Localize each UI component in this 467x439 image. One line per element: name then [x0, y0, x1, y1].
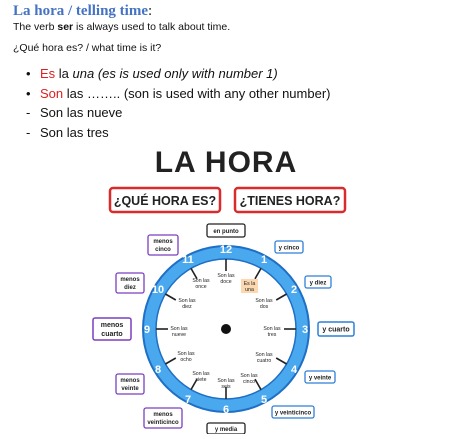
list-plain: las …….. (son is used with any other number) — [63, 85, 331, 101]
box-y-media — [207, 423, 245, 434]
hour-number: 3 — [301, 324, 309, 336]
box-menos-diez — [116, 273, 144, 293]
clock-face — [143, 244, 309, 416]
hour-number: 2 — [290, 284, 298, 296]
box-text: menos — [120, 277, 140, 283]
label-line: cuatro — [256, 358, 272, 364]
label-line: doce — [220, 279, 232, 285]
hour-number: 7 — [184, 394, 192, 406]
hour-number: 11 — [182, 254, 194, 266]
hour-number: 12 — [219, 244, 233, 256]
box-y-cinco — [275, 241, 303, 253]
label-line: Son las — [217, 378, 235, 384]
label-line: seis — [221, 384, 231, 390]
label-line: ocho — [180, 357, 192, 363]
label-line: Son las — [263, 326, 281, 332]
label-line: dos — [259, 304, 269, 310]
box-menos-veinticinco — [144, 408, 182, 428]
box-text: y cinco — [278, 245, 300, 252]
box-text: menos — [153, 412, 173, 418]
label-una — [241, 279, 258, 293]
box-en-punto — [207, 224, 245, 237]
dash-marker: - — [26, 105, 31, 120]
hour-number: 10 — [151, 284, 165, 296]
banner-text: ¿TIENES HORA? — [239, 194, 341, 208]
box-text: veinticinco — [147, 420, 179, 426]
box-text: y diez — [309, 280, 327, 287]
label-line: Son las — [255, 298, 273, 304]
label-line: Son las — [170, 326, 188, 332]
label-line: Son las — [217, 273, 235, 279]
label-nueve — [170, 326, 188, 338]
clock-center — [221, 324, 231, 334]
hour-number: 4 — [290, 364, 298, 376]
box-text: menos — [120, 378, 140, 384]
box-text: cuarto — [101, 331, 123, 338]
hour-number: 1 — [260, 254, 268, 266]
hour-number: 8 — [154, 364, 162, 376]
list-italic: una (es is used only with number 1) — [72, 66, 278, 81]
question-text: ¿Qué hora es? / what time is it? — [13, 42, 162, 54]
label-line: diez — [182, 304, 192, 310]
hour-number: 9 — [143, 324, 151, 336]
list-plain: Son las nueve — [40, 105, 123, 120]
label-line: Son las — [177, 351, 195, 357]
box-menos-cinco — [148, 235, 178, 255]
heading-colon: : — [148, 3, 153, 19]
list-plain: Son las tres — [40, 124, 109, 140]
banner-tienes-hora — [235, 188, 345, 212]
box-y-veinte — [305, 371, 335, 383]
label-line: Es la — [243, 281, 256, 287]
label-line: Son las — [192, 371, 210, 377]
bullet-marker: • — [26, 66, 31, 81]
box-y-veinticinco — [272, 406, 314, 418]
label-line: una — [245, 287, 254, 293]
box-text: en punto — [213, 229, 239, 235]
box-menos-cuarto — [93, 318, 131, 340]
label-line: Son las — [255, 352, 273, 358]
banner-que-hora-es — [110, 188, 220, 212]
box-text: y media — [214, 427, 238, 433]
bullet-marker: • — [26, 85, 31, 101]
intro-prefix: The verb — [13, 21, 58, 33]
label-line: cinco — [242, 379, 256, 385]
box-text: veinte — [121, 386, 139, 392]
verb-red: Es — [40, 66, 56, 81]
verb-red: Son — [40, 85, 64, 101]
heading-title: La hora / telling time — [13, 3, 148, 19]
box-y-diez — [305, 276, 331, 288]
list-plain: la — [55, 66, 73, 81]
label-line: Son las — [178, 298, 196, 304]
label-line: once — [195, 284, 207, 290]
box-text: diez — [124, 285, 136, 291]
box-text: cinco — [155, 247, 171, 253]
label-line: nueve — [171, 332, 187, 338]
intro-suffix: is always used to talk about time. — [73, 21, 231, 33]
label-cuatro — [255, 352, 273, 364]
label-line: siete — [195, 377, 207, 383]
label-line: tres — [267, 332, 277, 338]
dash-marker: - — [26, 124, 31, 140]
label-line: Son las — [240, 373, 258, 379]
intro-verb: ser — [57, 21, 74, 33]
box-text: y veinticinco — [274, 410, 312, 417]
hour-number: 6 — [222, 404, 230, 416]
box-text: y cuarto — [322, 326, 350, 334]
box-menos-veinte — [116, 374, 144, 394]
banner-text: ¿QUÉ HORA ES? — [113, 194, 217, 208]
label-line: Son las — [192, 278, 210, 284]
box-y-cuarto — [318, 322, 354, 336]
poster-title: LA HORA — [154, 146, 298, 179]
hour-number: 5 — [260, 394, 268, 406]
box-text: y veinte — [308, 375, 332, 382]
box-text: menos — [100, 322, 124, 329]
box-text: menos — [153, 239, 173, 245]
